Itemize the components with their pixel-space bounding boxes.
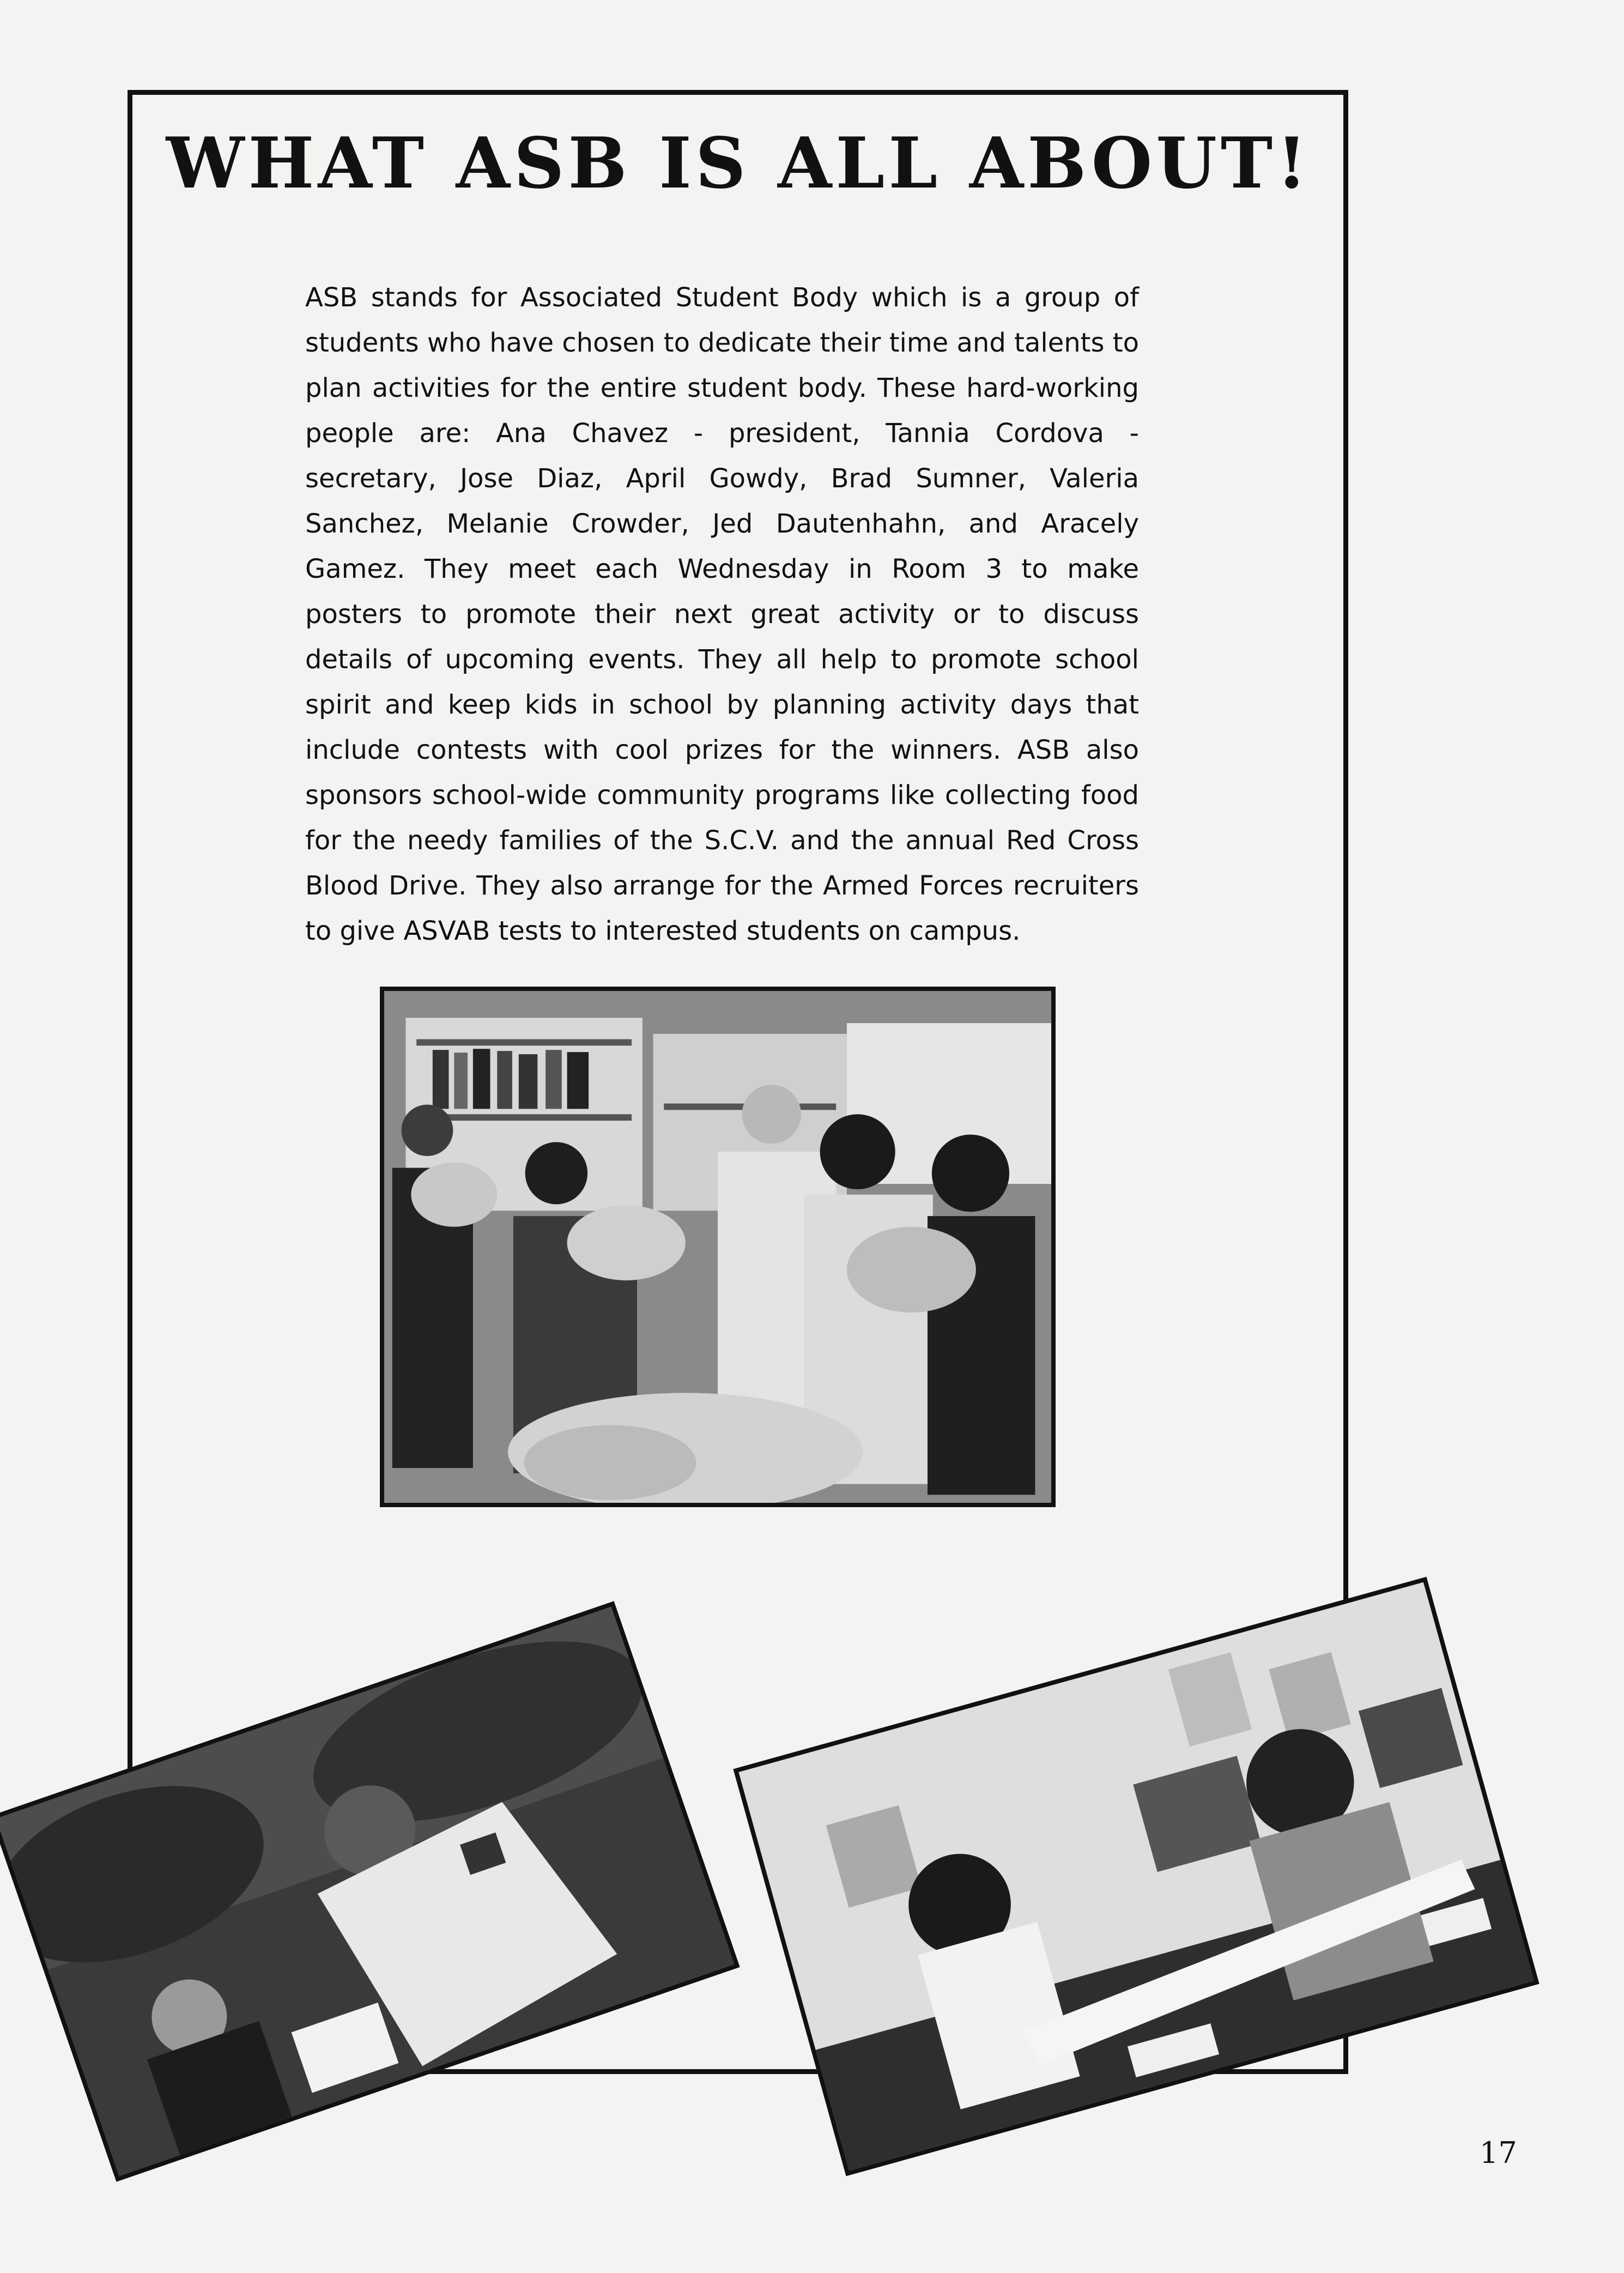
recruiter-photo [0, 1601, 740, 2181]
article-body: ASB stands for Associated Student Body which is a group of students who have chosen to dedicate their time and talents to plan activities for the entire student body. These hard-working people are: Ana Chavez - president, Tannia Cordova - secretary, Jose Diaz, April Gowdy, Brad Sumner, Valeria Sanchez, Melanie Crowder, Jed Dautenhahn, and Aracely Gamez. They meet each Wednesday in Room 3 to make posters to promote their next great activity or to discuss details of upcoming events. They all help to promote school spirit and keep kids in school by planning activity days that include contests with cool prizes for the winners. ASB also sponsors school-wide community programs like collecting food for the needy families of the S.C.V. and the annual Red Cross Blood Drive. They also arrange for the Armed Forces recruiters to give ASVAB tests to interested students on campus. [305, 282, 1139, 946]
page-number: 17 [1480, 2136, 1517, 2170]
page-title: WHAT ASB IS ALL ABOUT! [166, 123, 1311, 204]
group-photo [380, 987, 1056, 1507]
